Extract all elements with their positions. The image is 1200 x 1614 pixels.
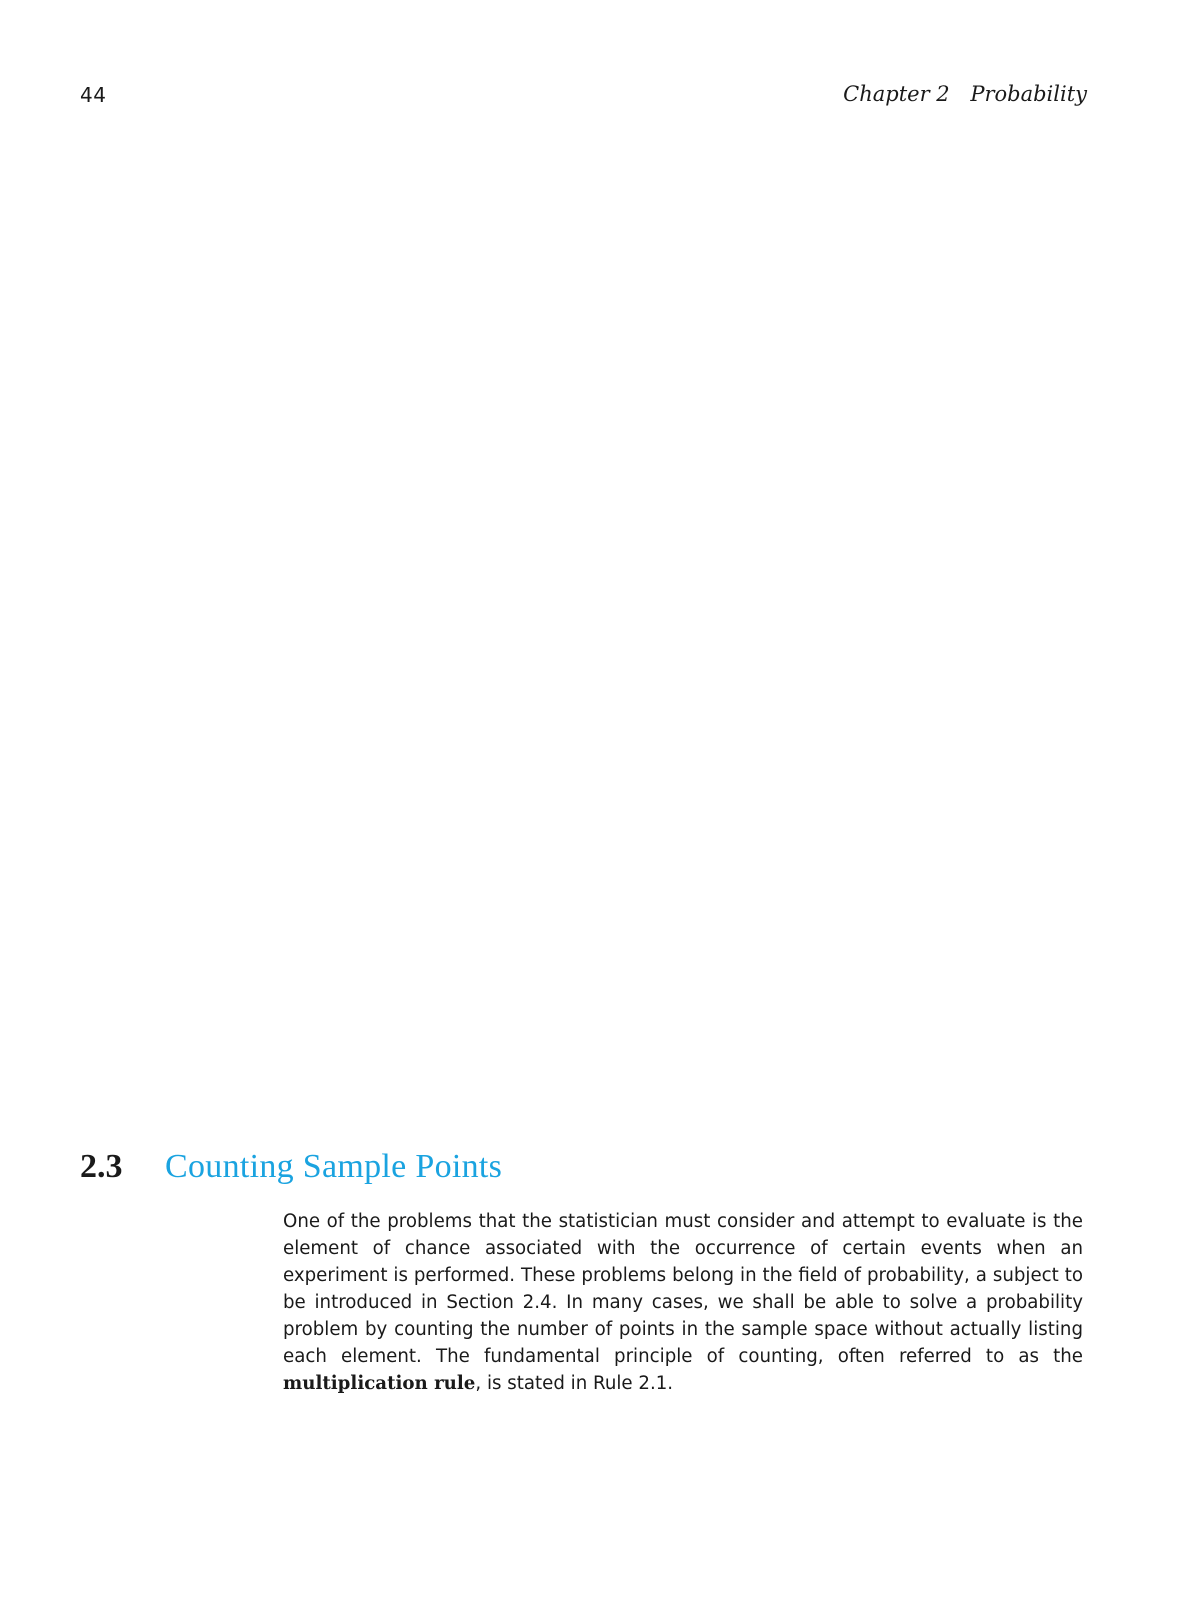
running-head-chapter: Chapter 2 (843, 82, 950, 106)
paragraph-text-after: , is stated in Rule 2.1. (475, 1373, 674, 1394)
paragraph-text-before: One of the problems that the statistician must consider and attempt to evaluate is the element of chance associated with the occurrence of certain events when an experiment is performed. These problems belong in the field of probability, a subject to be introduced in Section 2.4. In many cases, we shall be able to solve a probability problem by counting the number of points in the sample space without actually listing each element. The fundamental principle of counting, often referred to as the (283, 1211, 1083, 1367)
page-number: 44 (80, 83, 107, 107)
running-head-title: Probability (970, 82, 1087, 106)
section-heading (80, 1148, 502, 1190)
body-paragraph (283, 1208, 1083, 1397)
section-title: Counting Sample Points (165, 1148, 503, 1185)
section-number: 2.3 (80, 1148, 123, 1185)
bold-term: multiplication rule (283, 1373, 476, 1394)
running-head (843, 82, 1087, 106)
